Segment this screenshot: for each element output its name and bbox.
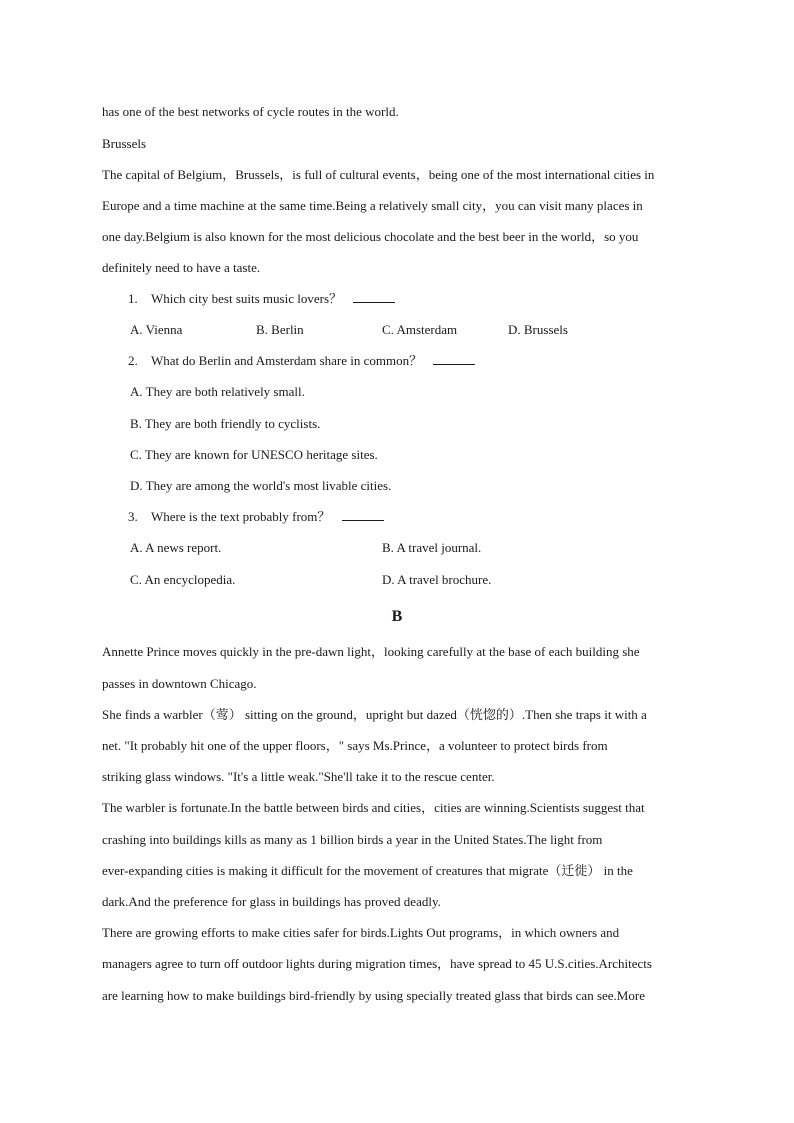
section-b-line-2: passes in downtown Chicago. (102, 676, 257, 691)
brussels-line-3: one day.Belgium is also known for the most delicious chocolate and the best beer in the world，so you (102, 229, 639, 244)
question-3-answer-blank[interactable] (342, 509, 384, 521)
question-3-option-d: D. A travel brochure. (382, 572, 492, 587)
question-3-option-c: C. An encyclopedia. (130, 572, 236, 587)
question-2 (128, 353, 724, 369)
question-3-number: 3. (128, 509, 138, 524)
question-2-option-b: B. They are both friendly to cyclists. (130, 416, 321, 431)
question-2-option-c: C. They are known for UNESCO heritage sites. (130, 447, 378, 462)
question-3 (128, 509, 724, 525)
section-b-line-6: The warbler is fortunate.In the battle between birds and cities，cities are winning.Scientists suggest that (102, 800, 645, 815)
question-2-option-a: A. They are both relatively small. (130, 384, 305, 399)
question-1-option-c: C. Amsterdam (382, 322, 458, 337)
section-b-line-12: are learning how to make buildings bird-friendly by using specially treated glass that birds can see.More (102, 988, 645, 1003)
passage-continued-line: has one of the best networks of cycle routes in the world. (102, 104, 399, 119)
section-b-line-4: net. "It probably hit one of the upper floors，" says Ms.Prince，a volunteer to protect birds from (102, 738, 608, 753)
section-b-line-9: dark.And the preference for glass in buildings has proved deadly. (102, 894, 441, 909)
section-b-line-11: managers agree to turn off outdoor lights during migration times，have spread to 45 U.S.cities.Architects (102, 956, 652, 971)
brussels-line-4: definitely need to have a taste. (102, 260, 261, 275)
brussels-title: Brussels (102, 136, 147, 151)
brussels-line-1: The capital of Belgium，Brussels，is full of cultural events，being one of the most international cities in (102, 167, 655, 182)
section-b-line-8: ever-expanding cities is making it difficult for the movement of creatures that migrate（迁徙） in the (102, 863, 633, 878)
question-2-number: 2. (128, 353, 138, 368)
question-1-option-b: B. Berlin (256, 322, 304, 337)
question-2-text: What do Berlin and Amsterdam share in common？ (151, 353, 423, 368)
question-1-text: Which city best suits music lovers？ (151, 291, 343, 306)
section-b-line-1: Annette Prince moves quickly in the pre-dawn light，looking carefully at the base of each building she (102, 644, 640, 659)
question-2-answer-blank[interactable] (433, 353, 475, 365)
section-b-line-10: There are growing efforts to make cities safer for birds.Lights Out programs，in which owners and (102, 925, 620, 940)
section-b-line-7: crashing into buildings kills as many as 1 billion birds a year in the United States.The light from (102, 832, 603, 847)
section-b-line-5: striking glass windows. "It's a little weak."She'll take it to the rescue center. (102, 769, 495, 784)
question-3-option-b: B. A travel journal. (382, 540, 482, 555)
question-3-text: Where is the text probably from？ (151, 509, 331, 524)
question-1-option-a: A. Vienna (130, 322, 183, 337)
question-1 (128, 291, 724, 307)
brussels-line-2: Europe and a time machine at the same time.Being a relatively small city，you can visit many places in (102, 198, 643, 213)
question-2-option-d: D. They are among the world's most livable cities. (130, 478, 392, 493)
question-3-option-a: A. A news report. (130, 540, 222, 555)
question-1-option-d: D. Brussels (508, 322, 568, 337)
question-1-number: 1. (128, 291, 138, 306)
section-b-heading: B (391, 608, 403, 625)
question-1-answer-blank[interactable] (353, 291, 395, 303)
section-b-line-3: She finds a warbler（莺） sitting on the ground，upright but dazed（恍惚的）.Then she traps it with a (102, 707, 647, 722)
